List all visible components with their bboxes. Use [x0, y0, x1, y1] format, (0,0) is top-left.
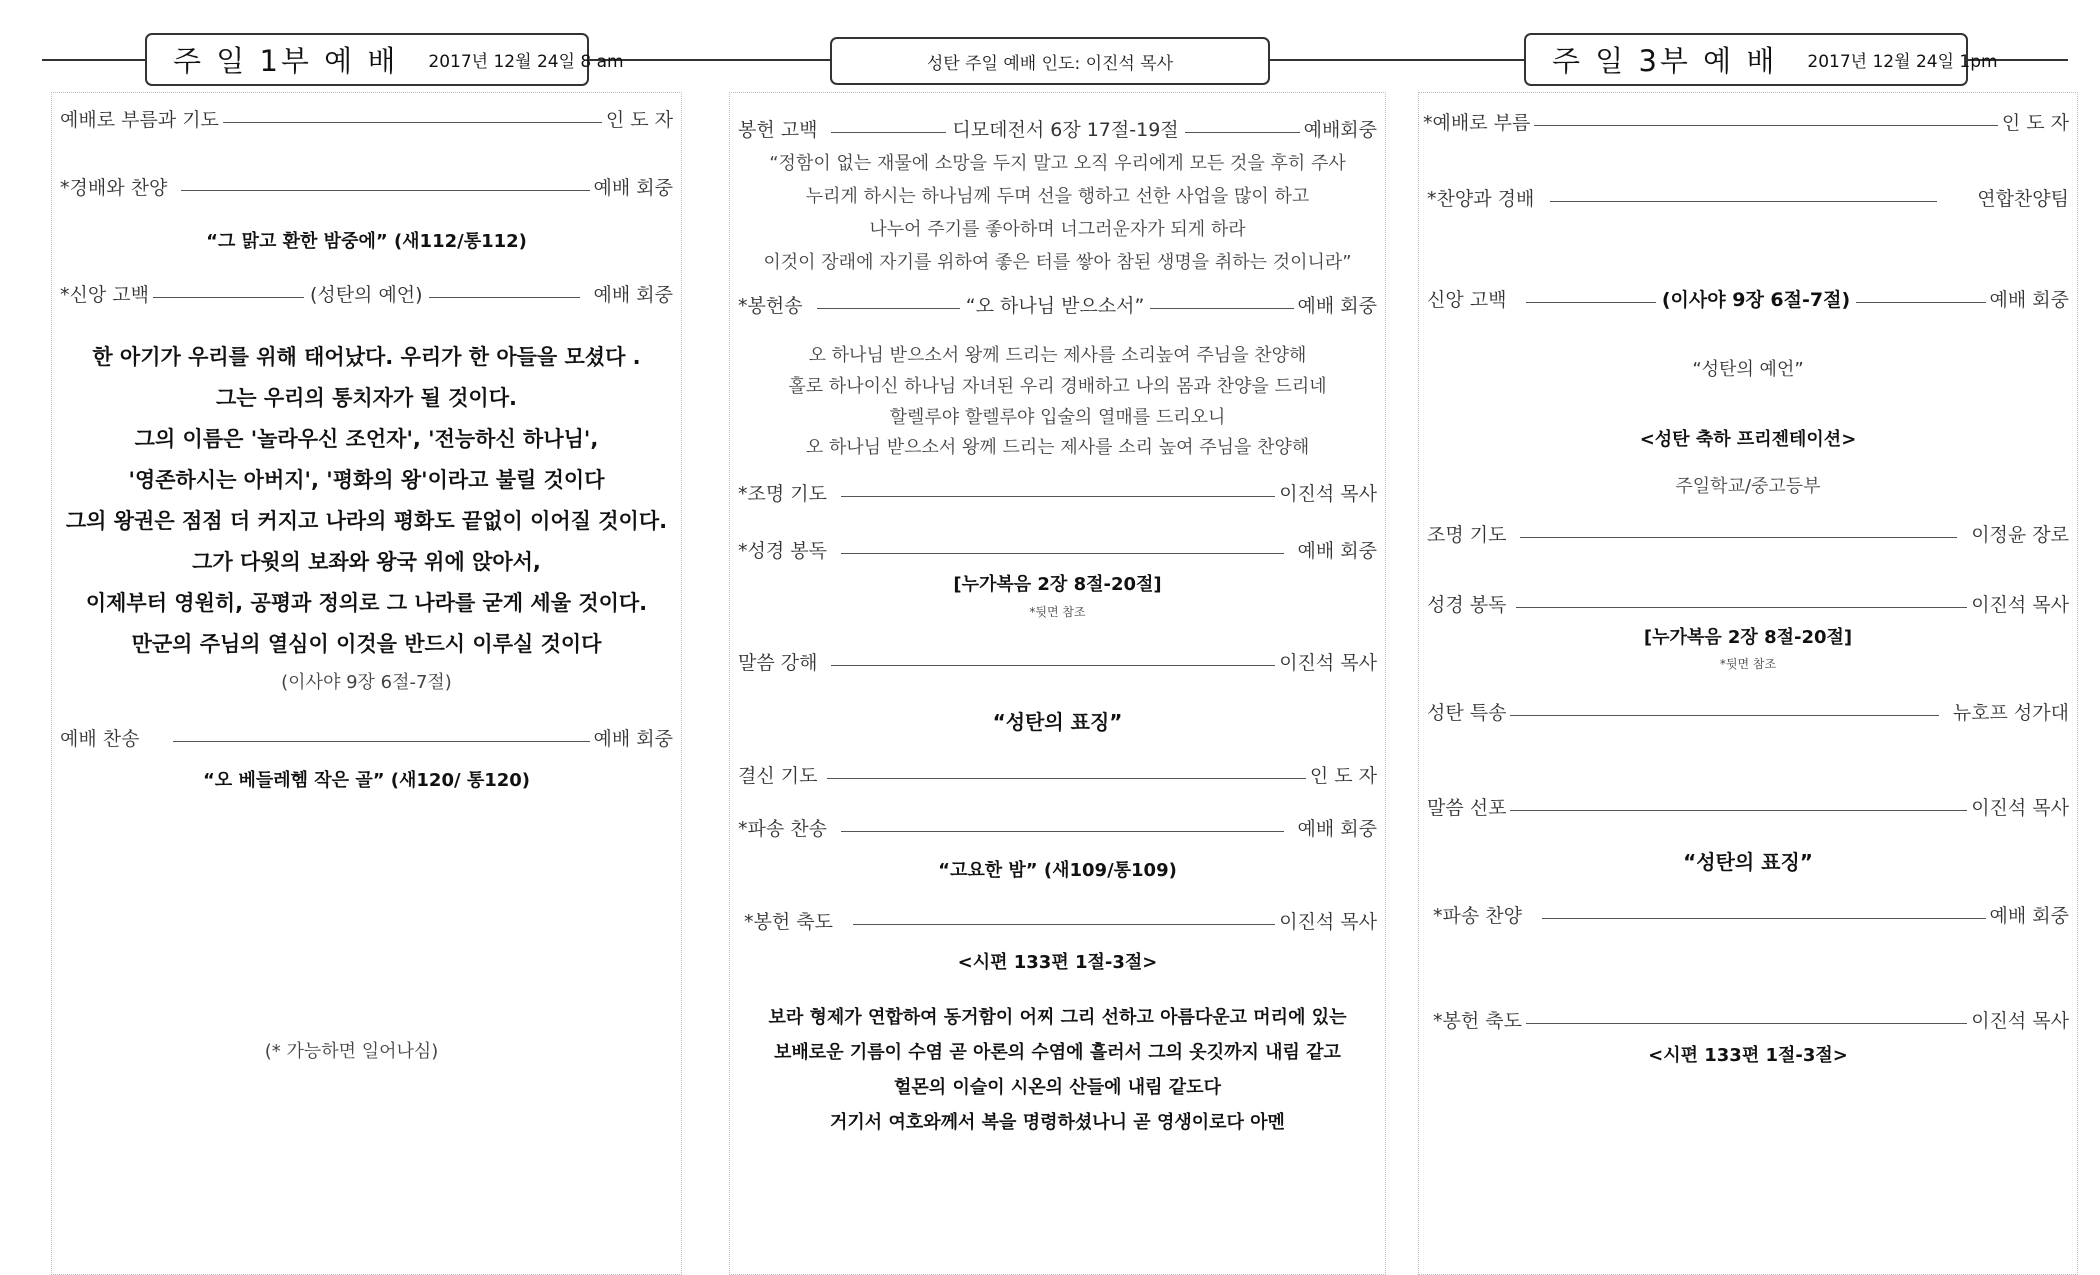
psalm-line: 보배로운 기름이 수염 곧 아론의 수염에 흘러서 그의 옷깃까지 내림 같고 — [774, 1042, 1341, 1063]
leader-text: 성탄 주일 예배 인도: 이진석 목사 — [926, 53, 1174, 74]
scripture-reference: [누가복음 2장 8절-20절] — [1643, 627, 1853, 648]
leader-line — [181, 190, 589, 191]
item-label: 성경 봉독 — [1427, 594, 1507, 616]
song-line: 홀로 하나이신 하나님 자녀된 우리 경배하고 나의 몸과 찬양을 드리네 — [788, 376, 1327, 397]
order-item-creed — [1427, 285, 2069, 312]
service-3-date: 2017년 12월 24일 1pm — [1807, 52, 1998, 72]
item-leader: 이진석 목사 — [1279, 483, 1377, 505]
leader-line — [1510, 715, 1938, 716]
item-leader: 예배 회중 — [593, 728, 673, 750]
item-label: 성탄 특송 — [1427, 702, 1507, 724]
psalm-reference: <시편 133편 1절-3절> — [1648, 1045, 1848, 1066]
scripture-line: 나누어 주기를 좋아하며 너그러운자가 되게 하라 — [869, 219, 1246, 240]
psalm-line: 보라 형제가 연합하여 동거함이 어찌 그리 선하고 아름다운고 머리에 있는 — [768, 1007, 1347, 1028]
service-1-date: 2017년 12월 24일 8 am — [428, 52, 624, 72]
leader-line — [1185, 132, 1300, 133]
order-item-sending-hymn — [738, 814, 1377, 841]
item-leader: 이정윤 장로 — [1971, 524, 2069, 546]
item-leader: 예배 회중 — [1297, 540, 1377, 562]
item-leader: 인 도 자 — [1309, 765, 1377, 787]
creed-line: 그의 이름은 '놀라우신 조언자', '전능하신 하나님', — [134, 427, 599, 451]
item-label: *조명 기도 — [738, 483, 827, 505]
standing-note: (* 가능하면 일어나심) — [264, 1041, 439, 1062]
leader-line — [831, 665, 1275, 666]
hymn-title: “고요한 밤” (새109/통109) — [938, 860, 1177, 881]
sermon-title: “성탄의 표징” — [992, 710, 1123, 734]
item-leader: 인 도 자 — [2001, 112, 2069, 134]
leader-line — [841, 553, 1284, 554]
leader-line — [853, 924, 1275, 925]
order-item-offering-confession — [738, 115, 1377, 142]
item-label: *성경 봉독 — [738, 540, 827, 562]
leader-line — [223, 122, 602, 123]
order-item-scripture-reading — [738, 536, 1377, 563]
item-label: 조명 기도 — [1427, 524, 1507, 546]
prophecy-title: “성탄의 예언” — [1692, 359, 1804, 380]
creed-line: 그는 우리의 통치자가 될 것이다. — [216, 386, 517, 410]
leader-line — [1150, 308, 1293, 309]
order-item-sermon — [1427, 793, 2069, 820]
leader-line — [153, 297, 304, 298]
service-1-title: 주 일 1부 예 배 — [173, 44, 399, 78]
order-item-call — [60, 105, 673, 132]
header-rule-mid-left — [588, 59, 833, 61]
order-item-creed — [60, 280, 673, 307]
item-leader: 예배회중 — [1303, 119, 1378, 141]
leader-line — [831, 132, 946, 133]
order-item-special-music — [1427, 698, 2069, 725]
service-3-column — [1418, 92, 2078, 1275]
creed-line: '영존하시는 아버지', '평화의 왕'이라고 불릴 것이다 — [128, 468, 605, 492]
order-item-praise — [1427, 184, 2069, 211]
item-label: 말씀 강해 — [738, 652, 818, 674]
order-item-call — [1423, 108, 2069, 135]
psalm-line: 거기서 여호와께서 복을 명령하셨나니 곧 영생이로다 아멘 — [830, 1112, 1285, 1133]
item-leader: 예배 회중 — [1297, 818, 1377, 840]
order-item-anthem — [60, 724, 673, 751]
leader-line — [1520, 537, 1957, 538]
creed-line: 한 아기가 우리를 위해 태어났다. 우리가 한 아들을 모셨다 . — [92, 345, 641, 369]
song-line: 오 하나님 받으소서 왕께 드리는 제사를 소리 높여 주님을 찬양해 — [805, 437, 1310, 458]
scripture-line: 이것이 장래에 자기를 위하여 좋은 터를 쌓아 참된 생명을 취하는 것이니라” — [763, 252, 1352, 273]
order-item-sermon — [738, 648, 1377, 675]
item-subtitle: “오 하나님 받으소서” — [965, 295, 1145, 317]
item-label: 결신 기도 — [738, 765, 818, 787]
service-1-column — [51, 92, 682, 1275]
service-1-header — [145, 33, 624, 86]
song-line: 할렐루야 할렐루야 입술의 열매를 드리오니 — [889, 407, 1226, 428]
item-leader: 연합찬양팀 — [1977, 188, 2069, 210]
leader-header — [830, 37, 1270, 85]
header-rule-mid-right — [1268, 59, 1526, 61]
hymn-title: “오 베들레헴 작은 골” (새120/ 통120) — [202, 770, 531, 791]
order-item-sending-hymn — [1427, 901, 2069, 928]
item-label: 예배 찬송 — [60, 728, 140, 750]
leader-line — [841, 831, 1284, 832]
song-line: 오 하나님 받으소서 왕께 드리는 제사를 소리높여 주님을 찬양해 — [808, 345, 1307, 366]
order-item-scripture-reading — [1427, 590, 2069, 617]
hymn-title: “그 맑고 환한 밤중에” (새112/통112) — [206, 231, 527, 252]
item-leader: 인 도 자 — [605, 109, 673, 131]
leader-line — [1856, 302, 1985, 303]
leader-line — [173, 741, 589, 742]
item-leader: 이진석 목사 — [1971, 797, 2069, 819]
order-item-praise — [60, 173, 673, 200]
item-leader: 예배 회중 — [1989, 289, 2069, 311]
item-leader: 예배 회중 — [593, 284, 674, 306]
psalm-reference: <시편 133편 1절-3절> — [957, 952, 1158, 973]
item-leader: 뉴호프 성가대 — [1952, 702, 2069, 724]
leader-line — [1510, 810, 1967, 811]
sermon-title: “성탄의 표징” — [1683, 850, 1813, 874]
leader-line — [429, 297, 580, 298]
reading-note: *뒷면 참조 — [1029, 605, 1086, 619]
item-label: *찬양과 경배 — [1427, 188, 1535, 210]
presenters: 주일학교/중고등부 — [1675, 476, 1821, 497]
item-label: *봉헌 축도 — [1433, 1010, 1522, 1032]
item-leader: 예배 회중 — [593, 177, 673, 199]
leader-line — [827, 778, 1305, 779]
item-leader: 이진석 목사 — [1279, 911, 1377, 933]
creed-line: 이제부터 영원히, 공평과 정의로 그 나라를 굳게 세울 것이다. — [85, 591, 648, 615]
item-label: *경배와 찬양 — [60, 177, 168, 199]
item-leader: 예배 회중 — [1297, 295, 1378, 317]
order-item-benediction — [1427, 1006, 2069, 1033]
service-3-title: 주 일 3부 예 배 — [1552, 44, 1778, 78]
item-leader: 이진석 목사 — [1279, 652, 1377, 674]
creed-line: 그의 왕권은 점점 더 커지고 나라의 평화도 끝없이 이어질 것이다. — [65, 509, 668, 533]
item-label: 봉헌 고백 — [738, 119, 818, 141]
order-item-benediction — [738, 907, 1377, 934]
service-3-header — [1524, 33, 1998, 86]
item-label: *파송 찬양 — [1433, 905, 1522, 927]
order-item-illumination-prayer — [738, 479, 1377, 506]
item-subtitle: 디모데전서 6장 17절-19절 — [952, 119, 1179, 141]
item-label: *예배로 부름 — [1423, 112, 1531, 134]
item-label: *파송 찬송 — [738, 818, 827, 840]
order-item-offering-song — [738, 291, 1377, 318]
scripture-line: “정함이 없는 재물에 소망을 두지 말고 오직 우리에게 모든 것을 후히 주사 — [769, 153, 1346, 174]
reading-note: *뒷면 참조 — [1719, 657, 1777, 671]
item-subtitle: (성탄의 예언) — [309, 284, 423, 306]
order-item-illumination-prayer — [1427, 520, 2069, 547]
leader-line — [1526, 302, 1655, 303]
leader-line — [817, 308, 960, 309]
item-leader: 이진석 목사 — [1971, 594, 2069, 616]
item-label: 예배로 부름과 기도 — [60, 109, 219, 131]
item-label: *봉헌 축도 — [744, 911, 833, 933]
scripture-line: 누리게 하시는 하나님께 두며 선을 행하고 선한 사업을 많이 하고 — [805, 186, 1310, 207]
presentation-title: <성탄 축하 프리젠테이션> — [1639, 429, 1857, 450]
item-leader: 예배 회중 — [1989, 905, 2069, 927]
item-label: 신앙 고백 — [1427, 289, 1507, 311]
item-label: 말씀 선포 — [1427, 797, 1507, 819]
leader-line — [1516, 607, 1967, 608]
order-item-commitment-prayer — [738, 761, 1377, 788]
leader-line — [1534, 125, 1998, 126]
leader-line — [1550, 201, 1937, 202]
psalm-line: 헐몬의 이슬이 시온의 산들에 내림 같도다 — [894, 1077, 1221, 1098]
leader-line — [1526, 1023, 1967, 1024]
leader-line — [1542, 918, 1986, 919]
center-column — [729, 92, 1386, 1275]
creed-line: 그가 다윗의 보좌와 왕국 위에 앉아서, — [192, 550, 541, 574]
item-label: *신앙 고백 — [60, 284, 149, 306]
creed-reference: (이사야 9장 6절-7절) — [281, 672, 452, 693]
item-leader: 이진석 목사 — [1971, 1010, 2069, 1032]
header-rule-left — [42, 59, 147, 61]
scripture-reference: [누가복음 2장 8절-20절] — [953, 574, 1162, 595]
creed-line: 만군의 주님의 열심이 이것을 반드시 이루실 것이다 — [131, 632, 602, 656]
item-label: *봉헌송 — [738, 295, 803, 317]
item-subtitle: (이사야 9장 6절-7절) — [1661, 289, 1851, 311]
leader-line — [841, 496, 1275, 497]
